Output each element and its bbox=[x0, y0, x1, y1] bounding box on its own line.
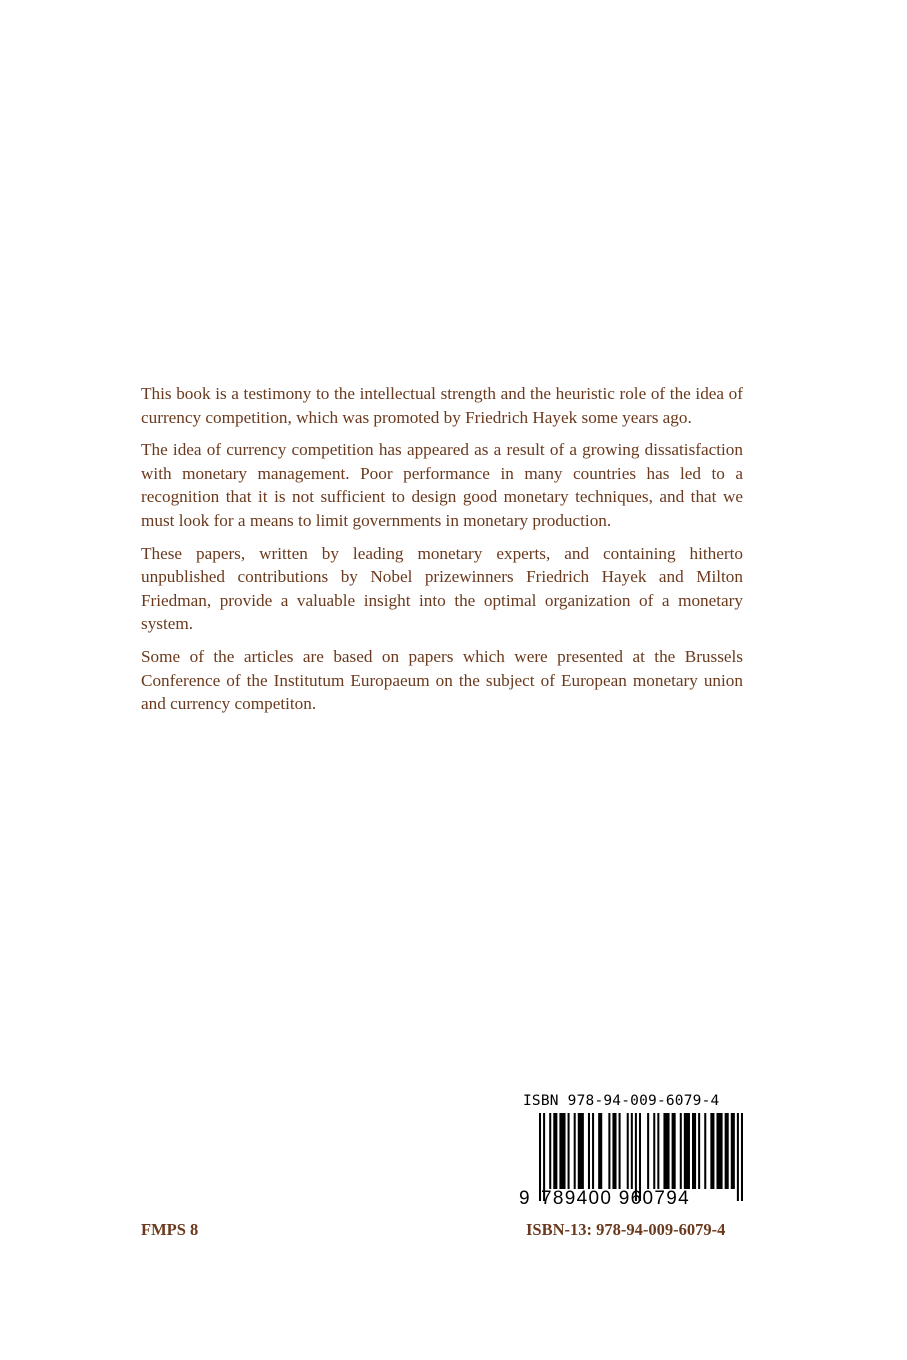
barcode-bar bbox=[627, 1113, 629, 1189]
blurb-paragraph: The idea of currency competition has appeared as a result of a growing dissatisfaction with monetary management. Poor performance in many countries has led to a recognition that it is not sufficient to design good monetary techniques, and that we must look for a means to limit governments in monetary production. bbox=[141, 440, 743, 530]
back-cover-blurb bbox=[141, 382, 743, 725]
barcode-bar bbox=[653, 1113, 655, 1189]
barcode-bar bbox=[692, 1113, 696, 1189]
barcode-bar bbox=[672, 1113, 676, 1189]
barcode-bar bbox=[704, 1113, 706, 1189]
barcode-bar bbox=[559, 1113, 565, 1189]
barcode-bar bbox=[592, 1113, 594, 1189]
blurb-paragraph: This book is a testimony to the intellectual strength and the heuristic role of the idea of currency competition, which was promoted by Friedrich Hayek some years ago. bbox=[141, 384, 743, 427]
series-label: FMPS 8 bbox=[141, 1220, 199, 1239]
barcode-bar bbox=[568, 1113, 570, 1189]
barcode-bar bbox=[553, 1113, 557, 1189]
barcode-bar bbox=[647, 1113, 649, 1189]
barcode-isbn-label: ISBN 978-94-009-6079-4 bbox=[523, 1093, 720, 1109]
barcode-bar bbox=[741, 1113, 743, 1201]
barcode-bar bbox=[684, 1113, 690, 1189]
barcode-bar bbox=[725, 1113, 729, 1189]
barcode-bar bbox=[608, 1113, 610, 1189]
barcode-bar bbox=[631, 1113, 633, 1189]
barcode-bar bbox=[680, 1113, 682, 1189]
blurb-paragraph: These papers, written by leading monetary experts, and containing hitherto unpublished contributions by Nobel prizewinners Friedrich Hayek and Milton Friedman, provide a valuable insight into the optimal organization of a monetary system. bbox=[141, 543, 743, 634]
barcode-bar bbox=[710, 1113, 714, 1189]
barcode-bar bbox=[598, 1113, 602, 1189]
barcode-bar bbox=[737, 1113, 739, 1201]
barcode-digits: 789400 960794 bbox=[541, 1188, 690, 1209]
barcode-bar bbox=[716, 1113, 722, 1189]
barcode-bar bbox=[731, 1113, 735, 1189]
barcode-bar bbox=[549, 1113, 551, 1189]
barcode-bar bbox=[588, 1113, 590, 1189]
barcode-bar bbox=[663, 1113, 669, 1189]
barcode-first-digit: 9 bbox=[519, 1188, 530, 1209]
blurb-paragraph: Some of the articles are based on papers which were presented at the Brussels Conference of the Institutum Europaeum on the subject of European monetary union and currency competiton. bbox=[141, 646, 743, 714]
barcode-bar bbox=[657, 1113, 659, 1189]
isbn-13-label: ISBN-13: 978-94-009-6079-4 bbox=[526, 1220, 726, 1239]
isbn-barcode bbox=[519, 1093, 745, 1213]
barcode-bar bbox=[578, 1113, 584, 1189]
barcode-bar bbox=[574, 1113, 576, 1189]
barcode-bar bbox=[698, 1113, 700, 1189]
barcode-bar bbox=[612, 1113, 616, 1189]
barcode-bar bbox=[619, 1113, 621, 1189]
